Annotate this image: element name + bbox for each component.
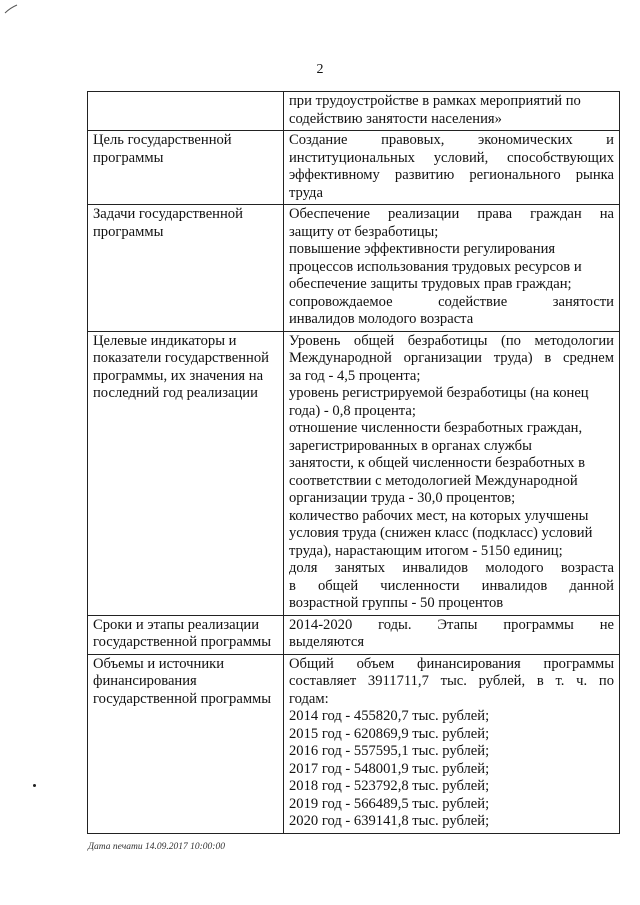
row-content-line: соответствии с методологией Международной — [289, 472, 578, 489]
row-content-line: сопровождаемое содействие занятости — [289, 293, 614, 310]
row-label-line: Цель государственной — [93, 132, 232, 148]
row-content-line: Обеспечение реализации права граждан на — [289, 206, 614, 222]
row-content-cell — [284, 205, 620, 332]
row-label-cell — [88, 331, 284, 615]
row-content-line: 2015 год - 620869,9 тыс. рублей; — [289, 725, 490, 742]
row-label-cell — [88, 131, 284, 205]
row-label-cell — [88, 654, 284, 833]
print-date: Дата печати 14.09.2017 10:00:00 — [88, 842, 225, 852]
row-content-line: эффективному развитию регионального рынка — [289, 167, 614, 183]
row-content-line: труда), нарастающим итогом - 5150 единиц; — [289, 542, 563, 559]
row-content-line: труда — [289, 184, 323, 201]
row-label-line: Задачи государственной — [93, 206, 243, 222]
row-content-line: годам: — [289, 690, 329, 707]
row-label-line: финансирования — [93, 673, 197, 689]
page-number: 2 — [316, 62, 324, 77]
row-label-line: Сроки и этапы реализации — [93, 616, 260, 633]
program-passport-table — [87, 91, 620, 834]
row-content-line: Создание правовых, экономических и — [289, 132, 614, 148]
row-content-line: Уровень общей безработицы (по методологии — [289, 332, 614, 349]
row-content-line: обеспечение защиты трудовых прав граждан; — [289, 276, 572, 292]
row-content-line: 2014-2020 годы. Этапы программы не — [289, 616, 614, 633]
row-content-line: повышение эффективности регулирования — [289, 241, 556, 257]
row-content-cell — [284, 92, 620, 131]
row-content-cell — [284, 654, 620, 833]
scan-dot — [33, 784, 36, 787]
row-content-line: отношение численности безработных граждан, — [289, 420, 583, 436]
row-content-line: в общей численности инвалидов данной — [289, 577, 614, 594]
row-label-line: показатели государственной — [93, 350, 269, 366]
row-content-line: года) - 0,8 процента; — [289, 402, 416, 419]
row-content-line: организации труда - 30,0 процентов; — [289, 490, 516, 506]
row-content-line: процессов использования трудовых ресурсов и — [289, 258, 582, 275]
table-row — [88, 205, 620, 332]
row-label-line: последний год реализации — [93, 385, 258, 401]
row-content-line: количество рабочих мест, на которых улучшены — [289, 507, 589, 524]
row-content-line: возрастной группы - 50 процентов — [289, 595, 504, 611]
row-content-line: занятости, к общей численности безработных в — [289, 455, 585, 471]
row-content-line: доля занятых инвалидов молодого возраста — [289, 560, 614, 576]
row-content-line: содействию занятости населения» — [289, 110, 502, 127]
table-row — [88, 331, 620, 615]
row-content-line: институциональных условий, способствующих — [289, 149, 614, 166]
row-label-line: программы — [93, 223, 164, 240]
row-content-line: инвалидов молодого возраста — [289, 311, 474, 327]
row-content-line: 2020 год - 639141,8 тыс. рублей; — [289, 813, 490, 829]
row-content-line: 2016 год - 557595,1 тыс. рублей; — [289, 743, 490, 759]
row-content-line: при трудоустройстве в рамках мероприятий по — [289, 93, 581, 109]
table-row — [88, 654, 620, 833]
row-content-line: Международной организации труда) в среднем — [289, 350, 614, 366]
row-label-line: программы, их значения на — [93, 367, 264, 384]
row-content-line: 2017 год - 548001,9 тыс. рублей; — [289, 760, 490, 777]
row-content-cell — [284, 615, 620, 654]
row-label-line: государственной программы — [93, 634, 272, 650]
row-label-cell — [88, 92, 284, 131]
row-label-line: государственной программы — [93, 690, 272, 707]
table-row — [88, 615, 620, 654]
row-label-cell — [88, 615, 284, 654]
row-content-line: зарегистрированных в органах службы — [289, 437, 532, 454]
row-content-line: Общий объем финансирования программы — [289, 655, 614, 672]
row-content-cell — [284, 331, 620, 615]
row-content-line: защиту от безработицы; — [289, 223, 439, 240]
row-label-cell — [88, 205, 284, 332]
table-row — [88, 92, 620, 131]
row-label-line: Целевые индикаторы и — [93, 332, 237, 349]
scan-mark-icon — [4, 4, 18, 14]
row-content-line: за год - 4,5 процента; — [289, 367, 421, 384]
row-content-line: условия труда (снижен класс (подкласс) условий — [289, 525, 593, 541]
table-row — [88, 131, 620, 205]
row-label-line: Объемы и источники — [93, 655, 225, 672]
row-content-line: составляет 3911711,7 тыс. рублей, в т. ч. по — [289, 673, 614, 689]
row-content-line: 2018 год - 523792,8 тыс. рублей; — [289, 778, 490, 794]
row-label-line: программы — [93, 149, 164, 166]
row-content-line: 2019 год - 566489,5 тыс. рублей; — [289, 795, 490, 812]
row-content-line: 2014 год - 455820,7 тыс. рублей; — [289, 708, 490, 724]
row-content-line: уровень регистрируемой безработицы (на конец — [289, 385, 589, 401]
row-content-line: выделяются — [289, 634, 365, 650]
row-content-cell — [284, 131, 620, 205]
